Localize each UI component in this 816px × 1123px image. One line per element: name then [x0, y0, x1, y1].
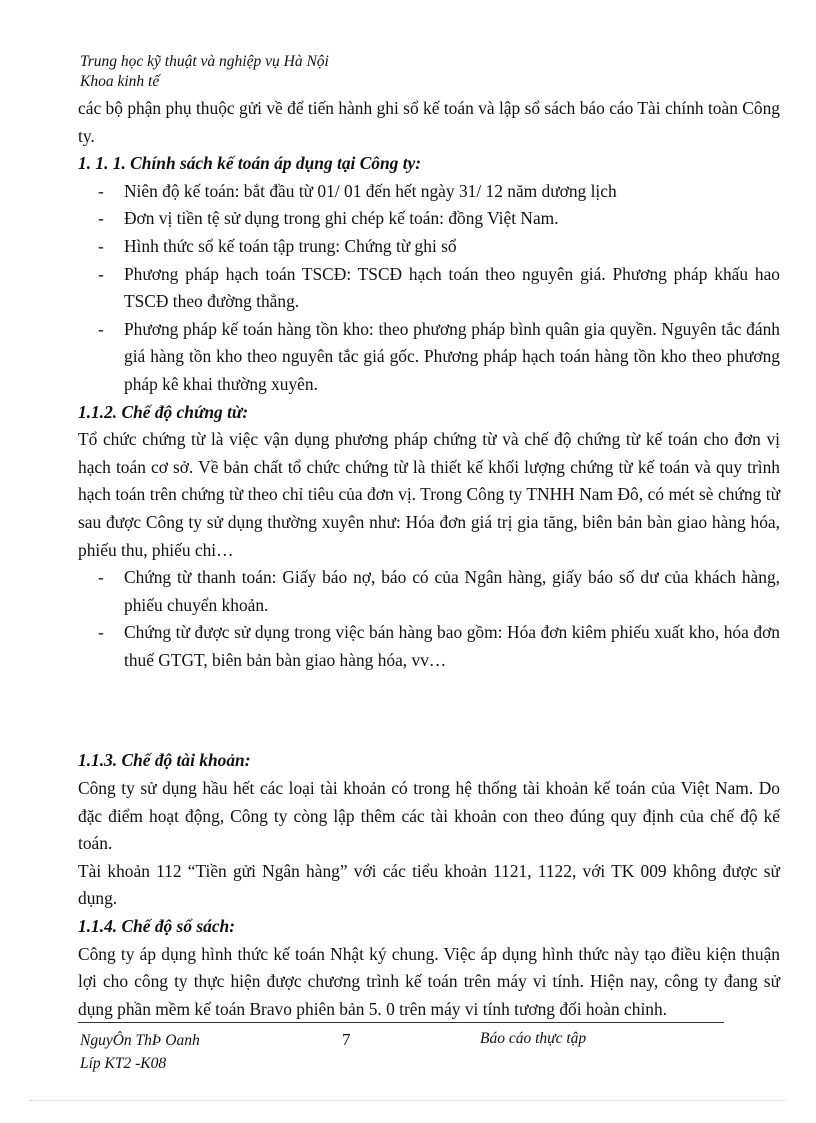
- policy-list-item: [78, 261, 780, 316]
- section-heading-documents: 1.1.2. Chế độ chứng từ:: [78, 401, 249, 422]
- policy-list-item: [78, 316, 780, 399]
- list-item-text: Phương pháp hạch toán TSCĐ: TSCĐ hạch toán theo nguyên giá. Phương pháp khấu hao TSCĐ theo đường thẳng.: [124, 263, 780, 312]
- intro-paragraph: các bộ phận phụ thuộc gửi về để tiến hành ghi sổ kế toán và lập sổ sách báo cáo Tài chính toàn Công ty.: [78, 98, 780, 146]
- documents-list-item: [78, 564, 780, 619]
- bullet-dash-icon: -: [98, 235, 104, 256]
- document-body: [78, 95, 780, 1023]
- documents-paragraph: Tổ chức chứng từ là việc vận dụng phương pháp chứng từ và chế độ chứng từ kế toán cho đơn vị hạch toán cơ sở. Về bản chất tổ chức chứng từ là thiết kế khối lượng chứng từ kế toán và quy trình hạch toán trên chứng từ theo chỉ tiêu của đơn vị. Trong Công ty TNHH Nam Đô, có mét sè chứng từ sau được Công ty sử dụng thường xuyên như: Hóa đơn giá trị gia tăng, biên bản bàn giao hàng hóa, phiếu thu, phiếu chi…: [78, 429, 780, 560]
- policy-list-item: [78, 233, 780, 261]
- policy-list-item: [78, 205, 780, 233]
- footer-divider: [78, 1022, 724, 1023]
- list-item-text: Đơn vị tiền tệ sử dụng trong ghi chép kế toán: đồng Việt Nam.: [124, 208, 559, 229]
- bullet-dash-icon: -: [98, 622, 104, 643]
- list-item-text: Hình thức sổ kế toán tập trung: Chứng từ ghi sổ: [124, 235, 457, 256]
- bullet-dash-icon: -: [98, 318, 104, 339]
- list-item-text: Chứng từ được sử dụng trong việc bán hàng bao gồm: Hóa đơn kiêm phiếu xuất kho, hóa đơn thuế GTGT, biên bản bàn giao hàng hóa, vv…: [124, 622, 780, 670]
- documents-list-item: [78, 619, 780, 674]
- header-school: Trung học kỹ thuật và nghiệp vụ Hà Nội: [80, 53, 329, 70]
- footer-report-title: Báo cáo thực tập: [480, 1030, 587, 1047]
- accounts-paragraph: Công ty sử dụng hầu hết các loại tài khoản có trong hệ thống tài khoản kế toán của Việt Nam. Do đặc điểm hoạt động, Công ty còng lập thêm các tài khoản con theo đúng quy định của chế độ kế toán.: [78, 778, 780, 854]
- section-heading-books: 1.1.4. Chế độ sổ sách:: [78, 916, 236, 937]
- list-item-text: Chứng từ thanh toán: Giấy báo nợ, báo có của Ngân hàng, giấy báo số dư của khách hàng, phiếu chuyển khoản.: [124, 567, 780, 615]
- page-bottom-border: [30, 1100, 786, 1101]
- section-heading-policy: 1. 1. 1. Chính sách kế toán áp dụng tại Công ty:: [78, 153, 422, 174]
- list-item-text: Phương pháp kế toán hàng tồn kho: theo phương pháp bình quân gia quyền. Nguyên tắc đánh giá hàng tồn kho theo nguyên tắc giá gốc. Phương pháp hạch toán hàng tồn kho theo phương pháp kê khai thường xuyên.: [124, 318, 780, 394]
- list-item-text: Niên độ kế toán: bắt đầu từ 01/ 01 đến hết ngày 31/ 12 năm dương lịch: [124, 180, 617, 201]
- footer-class: Líp KT2 -K08: [80, 1055, 167, 1072]
- section-heading-accounts: 1.1.3. Chế độ tài khoản:: [78, 750, 251, 771]
- footer-author: NguyÔn ThÞ Oanh: [80, 1032, 200, 1049]
- bullet-dash-icon: -: [98, 180, 104, 201]
- bullet-dash-icon: -: [98, 263, 104, 284]
- page-number: 7: [342, 1030, 351, 1049]
- header-faculty: Khoa kinh tế: [80, 73, 160, 90]
- policy-list-item: [78, 178, 780, 206]
- bullet-dash-icon: -: [98, 567, 104, 588]
- section-spacer: [78, 674, 780, 747]
- accounts-paragraph-2: Tài khoản 112 “Tiền gửi Ngân hàng” với các tiểu khoản 1121, 1122, với TK 009 không được sử dụng.: [78, 860, 780, 909]
- books-paragraph: Công ty áp dụng hình thức kế toán Nhật ký chung. Việc áp dụng hình thức này tạo điều kiện thuận lợi cho công ty thực hiện được chương trình kế toán trên máy vi tính. Hiện nay, công ty đang sử dụng phần mềm kế toán Bravo phiên bản 5. 0 trên máy vi tính tương đối hoàn chỉnh.: [78, 943, 780, 1019]
- bullet-dash-icon: -: [98, 208, 104, 229]
